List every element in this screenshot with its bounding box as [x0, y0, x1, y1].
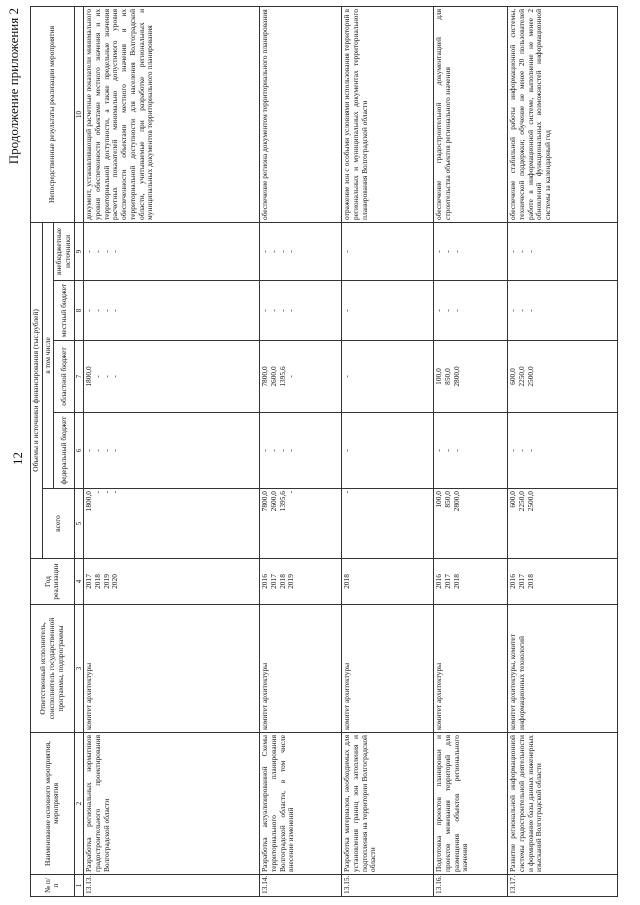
row-extra-value: -	[516, 250, 526, 253]
row-federal-value: -	[442, 449, 452, 452]
header-name: Наименование основного мероприятия, мероприятия	[31, 733, 75, 875]
row-total-value: 2800,0	[451, 491, 461, 512]
row-result: документ, устанавливающий расчетные показатели минимального уровня обеспеченности объектами местного значения и их территориальной доступности, а также предельные значения расчетных показателей минимально допустимого уровня обеспеченности объектами местного значения и их территориальной доступности для населения Волгоградской области, учитываемые при разработке региональных и муниципальных документов территориального планирования	[84, 6, 260, 222]
row-extra	[342, 222, 434, 280]
row-federal-value: -	[260, 449, 270, 452]
row-extra-value: -	[286, 250, 296, 253]
row-years-value: 2018	[525, 574, 535, 589]
row-local	[342, 281, 434, 341]
row-total	[260, 489, 342, 559]
row-years-value: 2016	[508, 574, 518, 589]
row-years	[260, 559, 342, 605]
row-years-value: 2016	[434, 574, 444, 589]
row-name: Разработка региональных нормативов градостроительного проектирования Волгоградской области	[84, 733, 260, 875]
header-federal: федеральный бюджет	[54, 413, 74, 489]
row-name: Подготовка проектов планировки и проектов межевания территорий для размещения объектов регионального значения	[434, 733, 508, 875]
row-regional	[508, 341, 618, 413]
row-extra-value: -	[525, 250, 535, 253]
row-federal-value: -	[277, 449, 287, 452]
header-finance: Объемы и источники финансирования (тыс.рублей)	[31, 222, 43, 558]
row-total	[84, 489, 260, 559]
row-regional-value: -	[110, 375, 120, 378]
row-federal-value: -	[525, 449, 535, 452]
row-extra-value: -	[268, 250, 278, 253]
row-local-value: -	[442, 309, 452, 312]
row-years	[434, 559, 508, 605]
row-federal-value: -	[101, 449, 111, 452]
row-local-value: -	[84, 309, 94, 312]
row-total-value: -	[342, 491, 352, 494]
row-years-value: 2019	[286, 574, 296, 589]
row-result: обеспечение градостроительной документацией для строительства объектов регионального значения	[434, 6, 508, 222]
row-total-value: 1395,6	[277, 491, 287, 512]
row-years-value: 2017	[442, 574, 452, 589]
table-row	[508, 6, 618, 896]
header-regional: областной бюджет	[54, 341, 74, 413]
row-total	[508, 489, 618, 559]
row-regional-value: -	[101, 375, 111, 378]
col-number: 9	[74, 222, 83, 280]
row-total-value: 1800,0	[84, 491, 94, 512]
col-number: 3	[74, 605, 83, 733]
row-federal-value: -	[92, 449, 102, 452]
row-regional-value: 7800,0	[260, 366, 270, 387]
row-total-value: 850,0	[442, 491, 452, 508]
row-local-value: -	[260, 309, 270, 312]
row-federal-value: -	[268, 449, 278, 452]
row-years-value: 2020	[110, 574, 120, 589]
row-local-value: -	[92, 309, 102, 312]
row-extra	[84, 222, 260, 280]
col-number: 2	[74, 733, 83, 875]
row-total-value: -	[92, 491, 102, 494]
row-extra	[434, 222, 508, 280]
row-extra-value: -	[434, 250, 444, 253]
row-years-value: 2019	[101, 574, 111, 589]
row-extra-value: -	[101, 250, 111, 253]
row-total-value: 2500,0	[525, 491, 535, 512]
column-number-row	[74, 6, 83, 896]
row-years-value: 2018	[342, 574, 352, 589]
row-regional	[342, 341, 434, 413]
row-result: отражение зон с особыми условиями использования территорий в региональных и муниципальных документах территориального планирования Волгоградской области	[342, 6, 434, 222]
row-years	[342, 559, 434, 605]
header-local: местный бюджет	[54, 281, 74, 341]
row-name: Развитие региональной информационной системы градостроительной деятельности и формирование базы данных инженерных изысканий Волгоградской области	[508, 733, 618, 875]
row-federal	[260, 413, 342, 489]
row-extra	[508, 222, 618, 280]
row-extra-value: -	[84, 250, 94, 253]
row-local	[508, 281, 618, 341]
row-executor: комитет архитектуры, комитет информационных технологий	[508, 605, 618, 733]
row-federal-value: -	[508, 449, 518, 452]
header-year: Год реализации	[31, 559, 75, 605]
row-regional-value: -	[342, 375, 352, 378]
row-extra-value: -	[342, 250, 352, 253]
header-total: всего	[42, 489, 74, 559]
row-regional-value: 1800,0	[84, 366, 94, 387]
header-result: Непосредственные результаты реализации мероприятия	[31, 6, 75, 222]
row-regional-value: -	[286, 375, 296, 378]
row-total-value: 2600,0	[268, 491, 278, 512]
row-executor: комитет архитектуры	[84, 605, 260, 733]
row-regional	[84, 341, 260, 413]
col-number: 4	[74, 559, 83, 605]
row-regional-value: 1395,6	[277, 366, 287, 387]
row-extra	[260, 222, 342, 280]
row-local	[434, 281, 508, 341]
table-body	[84, 6, 618, 896]
row-total-value: 2250,0	[516, 491, 526, 512]
row-federal	[434, 413, 508, 489]
row-regional-value: 600,0	[508, 368, 518, 385]
header-including: в том числе	[42, 222, 54, 488]
row-federal	[342, 413, 434, 489]
row-total-value: 100,0	[434, 491, 444, 508]
row-years-value: 2017	[268, 574, 278, 589]
row-regional-value: 850,0	[442, 368, 452, 385]
row-executor: комитет архитектуры	[260, 605, 342, 733]
row-total-value: -	[286, 491, 296, 494]
header-no: № п/п	[31, 875, 75, 897]
row-total-value: 600,0	[508, 491, 518, 508]
row-total	[342, 489, 434, 559]
row-local	[84, 281, 260, 341]
row-years-value: 2018	[451, 574, 461, 589]
row-executor: комитет архитектуры	[434, 605, 508, 733]
table-row	[342, 6, 434, 896]
row-regional-value: 2250,0	[516, 366, 526, 387]
row-number: 13.16.	[434, 875, 508, 897]
row-years	[84, 559, 260, 605]
col-number: 8	[74, 281, 83, 341]
row-extra-value: -	[110, 250, 120, 253]
row-local-value: -	[434, 309, 444, 312]
row-local-value: -	[101, 309, 111, 312]
row-federal-value: -	[342, 449, 352, 452]
row-total-value: -	[110, 491, 120, 494]
table-row	[260, 6, 342, 896]
col-number: 10	[74, 6, 83, 222]
row-years-value: 2018	[277, 574, 287, 589]
row-regional-value: 2600,0	[268, 366, 278, 387]
row-federal-value: -	[434, 449, 444, 452]
row-name: Разработка актуализированной Схемы территориального планирования Волгоградской области, в том числе внесение изменений	[260, 733, 342, 875]
row-local-value: -	[277, 309, 287, 312]
program-table	[30, 6, 618, 897]
row-federal-value: -	[516, 449, 526, 452]
row-number: 13.13.	[84, 875, 260, 897]
row-result: обеспечение стабильной работы информационной системы, технической поддержки; обучение не менее 20 пользователей работе в информационной системе, выполнение не менее 2 обновлений функциональных возможностей информационной системы за календарный год	[508, 6, 618, 222]
header-executor: Ответственный исполнитель, соисполнитель государственной программы, подпрограммы	[31, 605, 75, 733]
row-local	[260, 281, 342, 341]
row-years-value: 2017	[84, 574, 94, 589]
row-federal	[84, 413, 260, 489]
row-executor: комитет архитектуры	[342, 605, 434, 733]
col-number: 1	[74, 875, 83, 897]
row-federal-value: -	[451, 449, 461, 452]
row-regional-value: 2800,0	[451, 366, 461, 387]
col-number: 6	[74, 413, 83, 489]
col-number: 5	[74, 489, 83, 559]
row-name: Разработка материалов, необходимых для установления границ зон затопления и подтопления на территории Волгоградской области	[342, 733, 434, 875]
row-number: 13.14.	[260, 875, 342, 897]
row-regional-value: 100,0	[434, 368, 444, 385]
col-number: 7	[74, 341, 83, 413]
row-local-value: -	[342, 309, 352, 312]
table-row	[434, 6, 508, 896]
continuation-label: Продолжение приложения 2	[6, 8, 21, 165]
row-number: 13.15.	[342, 875, 434, 897]
row-local-value: -	[286, 309, 296, 312]
row-local-value: -	[508, 309, 518, 312]
row-years-value: 2017	[516, 574, 526, 589]
row-local-value: -	[110, 309, 120, 312]
header-extra: внебюджетные источники	[54, 222, 74, 280]
row-regional-value: 2500,0	[525, 366, 535, 387]
row-extra-value: -	[451, 250, 461, 253]
row-years-value: 2016	[260, 574, 270, 589]
row-result: обеспечение региона документом территориального планирования	[260, 6, 342, 222]
row-local-value: -	[516, 309, 526, 312]
row-years-value: 2018	[92, 574, 102, 589]
row-local-value: -	[525, 309, 535, 312]
row-extra-value: -	[442, 250, 452, 253]
row-federal	[508, 413, 618, 489]
row-total-value: 7800,0	[260, 491, 270, 512]
row-local-value: -	[451, 309, 461, 312]
row-regional-value: -	[92, 375, 102, 378]
row-extra-value: -	[260, 250, 270, 253]
row-extra-value: -	[92, 250, 102, 253]
row-regional	[434, 341, 508, 413]
row-federal-value: -	[286, 449, 296, 452]
row-number: 13.17.	[508, 875, 618, 897]
row-federal-value: -	[84, 449, 94, 452]
row-years	[508, 559, 618, 605]
page-number: 12	[10, 452, 25, 465]
row-total	[434, 489, 508, 559]
row-federal-value: -	[110, 449, 120, 452]
row-local-value: -	[268, 309, 278, 312]
table-row	[84, 6, 260, 896]
row-extra-value: -	[508, 250, 518, 253]
row-extra-value: -	[277, 250, 287, 253]
row-total-value: -	[101, 491, 111, 494]
row-regional	[260, 341, 342, 413]
